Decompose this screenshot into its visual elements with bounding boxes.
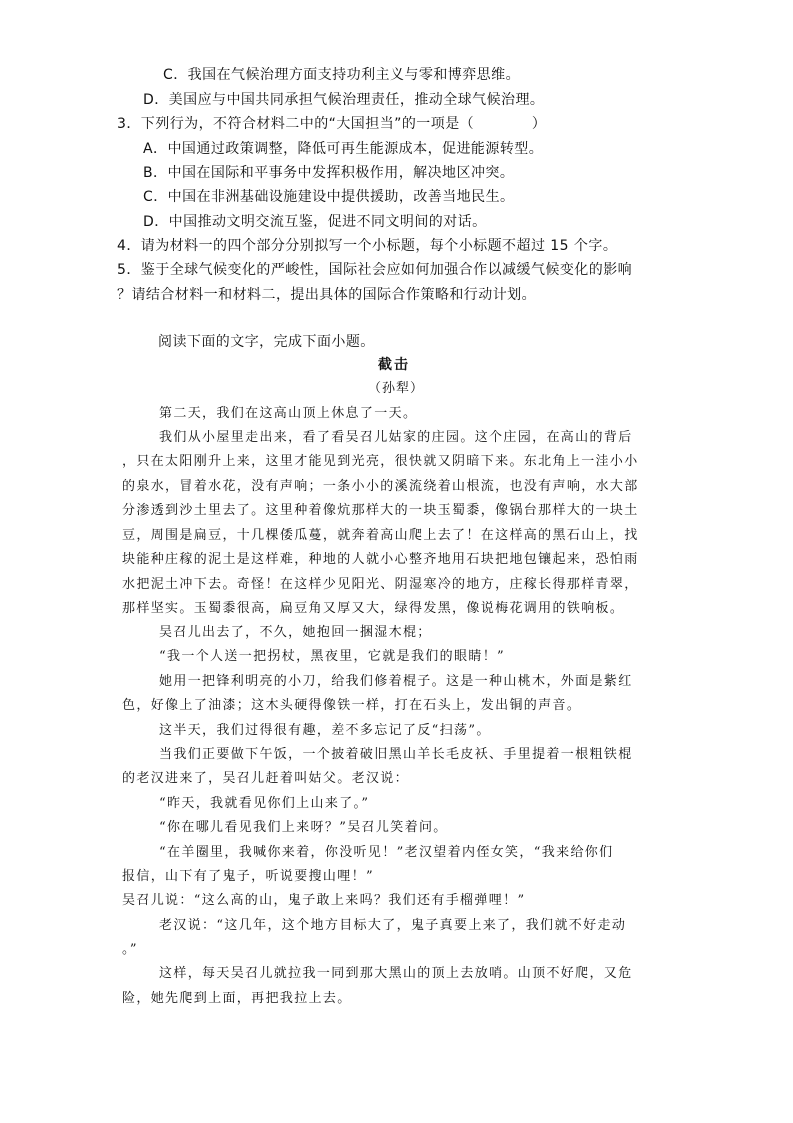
story-line: 的泉水，冒着水花，没有声响；一条小小的溪流绕着山根流，也没有声响，水大部 bbox=[122, 479, 639, 494]
reading-instruction: 阅读下面的文字，完成下面小题。 bbox=[158, 334, 375, 350]
story-line: “在羊圈里，我喊你来着，你没听见！”老汉望着内侄女笑，“我来给你们 bbox=[159, 845, 614, 860]
question-3-option-c: C．中国在非洲基础设施建设中提供援助，改善当地民生。 bbox=[143, 189, 515, 205]
story-line: 色，好像上了油漆；这木头硬得像铁一样，打在石头上，发出铜的声音。 bbox=[122, 698, 582, 713]
story-title: 截击 bbox=[378, 357, 410, 373]
question-5-line-2: ？请结合材料一和材料二，提出具体的国际合作策略和行动计划。 bbox=[117, 287, 537, 303]
question-2-option-d: D．美国应与中国共同承担气候治理责任，推动全球气候治理。 bbox=[143, 92, 545, 108]
story-line: 块能种庄稼的泥土是这样难，种地的人就小心整齐地用石块把地包镶起来，恐怕雨 bbox=[122, 552, 639, 567]
story-line: ，只在太阳刚升上来，这里才能见到光亮，很快就又阴暗下来。东北角上一洼小小 bbox=[122, 454, 639, 469]
story-line: 分渗透到沙土里去了。这里种着像炕那样大的一块玉蜀黍，像锅台那样大的一块土 bbox=[122, 503, 639, 518]
story-line: 这样，每天吴召儿就拉我一同到那大黑山的顶上去放哨。山顶不好爬，又危 bbox=[159, 966, 633, 981]
story-line: 吴召儿出去了，不久，她抱回一捆湿木棍； bbox=[159, 625, 432, 640]
story-line: 这半天，我们过得很有趣，差不多忘记了反“扫荡”。 bbox=[159, 723, 491, 738]
story-line: 险，她先爬到上面，再把我拉上去。 bbox=[122, 991, 352, 1006]
story-line: 吴召儿说：“这么高的山，鬼子敢上来吗？我们还有手榴弹哩！” bbox=[122, 893, 526, 908]
story-line: 报信，山下有了鬼子，听说要搜山哩！” bbox=[122, 869, 374, 884]
story-line: “我一个人送一把拐杖，黑夜里，它就是我们的眼睛！” bbox=[159, 649, 506, 664]
question-4: 4．请为材料一的四个部分分别拟写一个小标题，每个小标题不超过 15 个字。 bbox=[117, 238, 618, 254]
story-line: 她用一把锋利明亮的小刀，给我们修着棍子。这是一种山桃木，外面是紫红 bbox=[159, 674, 633, 689]
question-3-option-d: D．中国推动文明交流互鉴，促进不同文明间的对话。 bbox=[143, 214, 487, 230]
story-line: 豆，周围是扁豆，十几棵倭瓜蔓，就奔着高山爬上去了！在这样高的黑石山上，找 bbox=[122, 528, 639, 543]
story-line: 。” bbox=[122, 942, 138, 957]
story-line: 的老汉进来了，吴召儿赶着叫姑父。老汉说： bbox=[122, 771, 410, 786]
story-line: “你在哪儿看见我们上来呀？”吴召儿笑着问。 bbox=[159, 820, 448, 835]
story-line: 水把泥土冲下去。奇怪！在这样少见阳光、阴湿寒冷的地方，庄稼长得那样青翠， bbox=[122, 577, 639, 592]
question-3-stem: 3．下列行为，不符合材料二中的“大国担当”的一项是（ ） bbox=[117, 116, 547, 132]
question-2-option-c: C．我国在气候治理方面支持功利主义与零和博弈思维。 bbox=[163, 67, 521, 83]
question-3-option-b: B．中国在国际和平事务中发挥积极作用，解决地区冲突。 bbox=[143, 165, 515, 181]
story-line: 第二天，我们在这高山顶上休息了一天。 bbox=[159, 406, 418, 421]
story-line: “昨天，我就看见你们上山来了。” bbox=[159, 796, 370, 811]
question-5-line-1: 5．鉴于全球气候变化的严峻性，国际社会应如何加强合作以减缓气候变化的影响 bbox=[117, 262, 633, 278]
question-3-option-a: A．中国通过政策调整，降低可再生能源成本，促进能源转型。 bbox=[143, 141, 544, 157]
story-line: 当我们正要做下午饭，一个披着破旧黑山羊长毛皮袄、手里提着一根粗铁棍 bbox=[159, 747, 633, 762]
story-line: 我们从小屋里走出来，看了看吴召儿姑家的庄园。这个庄园，在高山的背后 bbox=[159, 430, 633, 445]
story-line: 老汉说：“这几年，这个地方目标大了，鬼子真要上来了，我们就不好走动 bbox=[159, 918, 627, 933]
story-author: （孙犁） bbox=[368, 381, 425, 396]
story-line: 那样坚实。玉蜀黍很高，扁豆角又厚又大，绿得发黑，像说梅花调用的铁响板。 bbox=[122, 601, 625, 616]
